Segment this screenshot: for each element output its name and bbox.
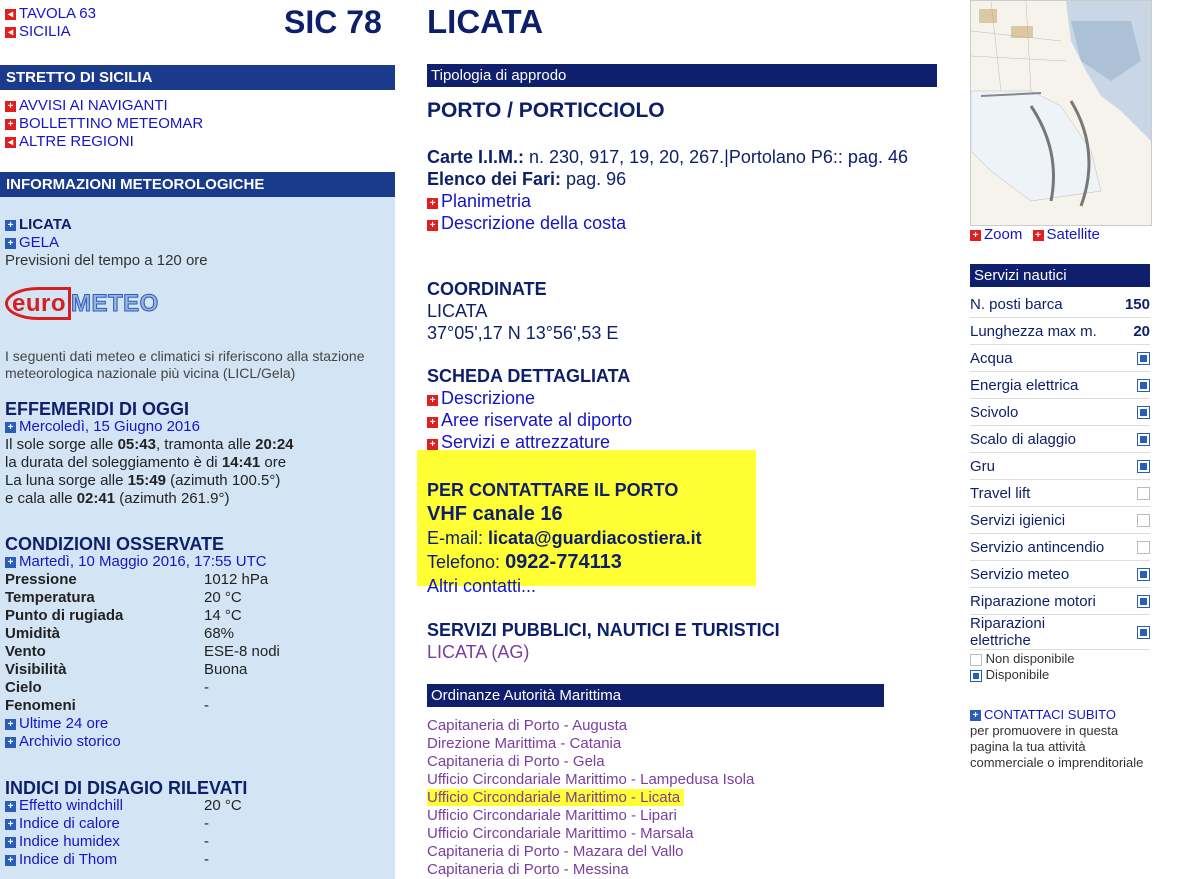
link-descrizione-costa[interactable]: Descrizione della costa [441, 213, 627, 233]
available-checkbox [1137, 379, 1150, 392]
table-row: Servizi igienici [970, 507, 1150, 534]
phone-value[interactable]: 0922-774113 [505, 551, 622, 573]
table-row: Pressione 1012 hPa [5, 571, 269, 588]
forecast-link-gela[interactable]: GELA [19, 234, 60, 251]
link-satellite[interactable]: Satellite [1046, 226, 1100, 243]
plus-icon: + [5, 557, 16, 568]
plus-icon: + [5, 737, 16, 748]
list-item[interactable]: Capitaneria di Porto - Messina [427, 861, 629, 878]
available-checkbox [1137, 433, 1150, 446]
discomfort-heading: INDICI DI DISAGIO RILEVATI [5, 778, 248, 798]
contact-heading: PER CONTATTARE IL PORTO [427, 480, 679, 500]
email-line: E-mail: licata@guardiacostiera.it [427, 528, 702, 548]
link-bollettino[interactable]: BOLLETTINO METEOMAR [19, 115, 204, 132]
meteo-bar: INFORMAZIONI METEOROLOGICHE [0, 172, 395, 197]
forecast-link-licata[interactable]: LICATA [19, 216, 72, 233]
ephemeris-heading: EFFEMERIDI DI OGGI [5, 399, 190, 419]
list-item-highlighted[interactable]: Ufficio Circondariale Marittimo - Licata [427, 789, 684, 806]
table-row: Riparazioni elettriche [970, 615, 1150, 650]
link-zoom[interactable]: Zoom [984, 226, 1023, 243]
plus-icon: + [5, 819, 16, 830]
plus-icon: + [5, 101, 16, 112]
plus-icon: + [5, 837, 16, 848]
moonset-line: e cala alle 02:41 (azimuth 261.9°) [5, 490, 230, 507]
back-arrow-icon: ◂ [5, 9, 16, 20]
link-servizi-attrezzature[interactable]: Servizi e attrezzature [441, 432, 611, 452]
table-row: Riparazione motori [970, 588, 1150, 615]
table-row: Cielo - [5, 679, 209, 696]
map-links [970, 226, 1100, 243]
link-planimetria[interactable]: Planimetria [441, 191, 532, 211]
promo-text: per promuovere in questa pagina la tua attività commerciale o imprenditoriale [970, 723, 1144, 770]
table-row: N. posti barca 150 [970, 291, 1150, 318]
ephemeris-section [5, 400, 393, 508]
discomfort-table [5, 797, 242, 869]
plus-icon: + [5, 719, 16, 730]
observed-section [5, 535, 393, 751]
table-row: Vento ESE-8 nodi [5, 643, 280, 660]
available-checkbox [1137, 595, 1150, 608]
table-row: Lunghezza max m. 20 [970, 318, 1150, 345]
plus-icon: + [427, 439, 438, 450]
ordinances-list [427, 717, 754, 879]
plus-icon: + [5, 220, 16, 231]
unavailable-checkbox [1137, 487, 1150, 500]
table-row: Fenomeni - [5, 697, 209, 714]
list-item[interactable]: Capitaneria di Porto - Gela [427, 753, 605, 770]
available-checkbox [1137, 406, 1150, 419]
plus-icon: + [970, 230, 981, 241]
daylight-line: la durata del soleggiamento è di 14:41 ore [5, 454, 287, 471]
table-row: Gru [970, 453, 1150, 480]
plus-icon: + [427, 220, 438, 231]
link-tavola[interactable]: TAVOLA 63 [19, 5, 96, 22]
list-item[interactable]: Ufficio Circondariale Marittimo - Lipari [427, 807, 677, 824]
services-bar: Servizi nautici [970, 264, 1150, 287]
contact-content [427, 478, 702, 598]
meteo-panel [0, 172, 395, 879]
available-checkbox [1137, 626, 1150, 639]
coordinates-value: 37°05',17 N 13°56',53 E [427, 323, 619, 343]
list-item[interactable]: Capitaneria di Porto - Augusta [427, 717, 628, 734]
charts-info: Carte I.I.M.: n. 230, 917, 19, 20, 267.|Portolano P6:: pag. 46 Elenco dei Fari: pag. 96 + Planimetria + Descrizione della costa [427, 147, 908, 233]
back-arrow-icon: ◂ [5, 27, 16, 38]
table-row: + Indice di Thom - [5, 851, 242, 869]
table-row: + Indice humidex - [5, 833, 242, 851]
link-altri-contatti[interactable]: Altri contatti... [427, 576, 537, 596]
harbor-map-drawing [971, 1, 1151, 225]
plus-icon: + [5, 801, 16, 812]
table-row: Acqua [970, 345, 1150, 372]
observed-date-link[interactable]: Martedì, 10 Maggio 2016, 17:55 UTC [19, 553, 267, 570]
promo-box [970, 707, 1150, 771]
sun-line: Il sole sorge alle 05:43, tramonta alle 20:24 [5, 436, 294, 453]
link-descrizione[interactable]: Descrizione [441, 388, 536, 408]
table-row: Visibilità Buona [5, 661, 248, 678]
table-row: Umidità 68% [5, 625, 235, 642]
region-links [5, 97, 203, 151]
table-row: Servizio meteo [970, 561, 1150, 588]
list-item[interactable]: Ufficio Circondariale Marittimo - Lampedusa Isola [427, 771, 755, 788]
detail-heading: SCHEDA DETTAGLIATA [427, 366, 631, 386]
legend: Non disponibile Disponibile [970, 651, 1150, 683]
plus-icon: + [427, 395, 438, 406]
eurometeo-logo[interactable]: euro METEO [5, 290, 159, 318]
link-licata-ag[interactable]: LICATA (AG) [427, 642, 530, 662]
table-row: + Effetto windchill 20 °C [5, 797, 242, 815]
plus-icon: + [970, 710, 981, 721]
unavailable-checkbox [970, 654, 982, 666]
services-section [427, 619, 780, 663]
port-title: LICATA [427, 3, 544, 40]
unavailable-checkbox [1137, 514, 1150, 527]
available-checkbox [970, 670, 982, 682]
link-contattaci[interactable]: CONTATTACI SUBITO [984, 707, 1116, 722]
plus-icon: + [5, 855, 16, 866]
list-item[interactable]: Direzione Marittima - Catania [427, 735, 622, 752]
link-ultime-24-ore[interactable]: Ultime 24 ore [19, 715, 109, 732]
top-links [5, 5, 96, 41]
plus-icon: + [427, 417, 438, 428]
observed-table [5, 571, 280, 715]
list-item[interactable]: Ufficio Circondariale Marittimo - Marsala [427, 825, 694, 842]
plus-icon: + [5, 119, 16, 130]
coordinates-section [427, 278, 618, 344]
plus-icon: + [5, 422, 16, 433]
available-checkbox [1137, 352, 1150, 365]
unavailable-checkbox [1137, 541, 1150, 554]
sic-code-title: SIC 78 [284, 4, 382, 40]
plus-icon: + [427, 198, 438, 209]
table-row: Scalo di alaggio [970, 426, 1150, 453]
station-note: I seguenti dati meteo e climatici si riferiscono alla stazione meteorologica nazionale più vicina (LICL/Gela) [5, 348, 365, 381]
link-archivio-storico[interactable]: Archivio storico [19, 733, 121, 750]
available-checkbox [1137, 568, 1150, 581]
forecast-note: Previsioni del tempo a 120 ore [5, 252, 208, 269]
table-row: Servizio antincendio [970, 534, 1150, 561]
phone-line: Telefono: 0922-774113 [427, 551, 622, 573]
link-altre-regioni[interactable]: ALTRE REGIONI [19, 133, 134, 150]
coordinates-place: LICATA [427, 301, 488, 321]
plus-icon: + [5, 238, 16, 249]
harbor-map[interactable] [970, 0, 1152, 226]
table-row: Scivolo [970, 399, 1150, 426]
region-bar: STRETTO DI SICILIA [0, 65, 395, 90]
observed-heading: CONDIZIONI OSSERVATE [5, 534, 225, 554]
email-value[interactable]: licata@guardiacostiera.it [488, 528, 702, 548]
coordinates-heading: COORDINATE [427, 279, 547, 299]
vhf-channel: VHF canale 16 [427, 503, 563, 525]
back-arrow-icon: ◂ [5, 137, 16, 148]
available-checkbox [1137, 460, 1150, 473]
services-table-wrap [970, 291, 1150, 683]
link-avvisi[interactable]: AVVISI AI NAVIGANTI [19, 97, 168, 114]
table-row: Travel lift [970, 480, 1150, 507]
port-type: PORTO / PORTICCIOLO [427, 99, 665, 122]
detail-section [427, 365, 632, 453]
moonrise-line: La luna sorge alle 15:49 (azimuth 100.5°) [5, 472, 281, 489]
link-sicilia[interactable]: SICILIA [19, 23, 71, 40]
discomfort-section [5, 779, 393, 869]
plus-icon: + [1033, 230, 1044, 241]
ordinances-bar: Ordinanze Autorità Marittima [427, 684, 884, 707]
list-item[interactable]: Capitaneria di Porto - Mazara del Vallo [427, 843, 684, 860]
link-aree-riservate[interactable]: Aree riservate al diporto [441, 410, 633, 430]
table-row: Punto di rugiada 14 °C [5, 607, 242, 624]
table-row: + Indice di calore - [5, 815, 242, 833]
services-table [970, 291, 1150, 650]
ephemeris-date-link[interactable]: Mercoledì, 15 Giugno 2016 [19, 418, 200, 435]
table-row: Energia elettrica [970, 372, 1150, 399]
table-row: Temperatura 20 °C [5, 589, 242, 606]
services-heading: SERVIZI PUBBLICI, NAUTICI E TURISTICI [427, 620, 780, 640]
type-bar: Tipologia di approdo [427, 64, 937, 87]
